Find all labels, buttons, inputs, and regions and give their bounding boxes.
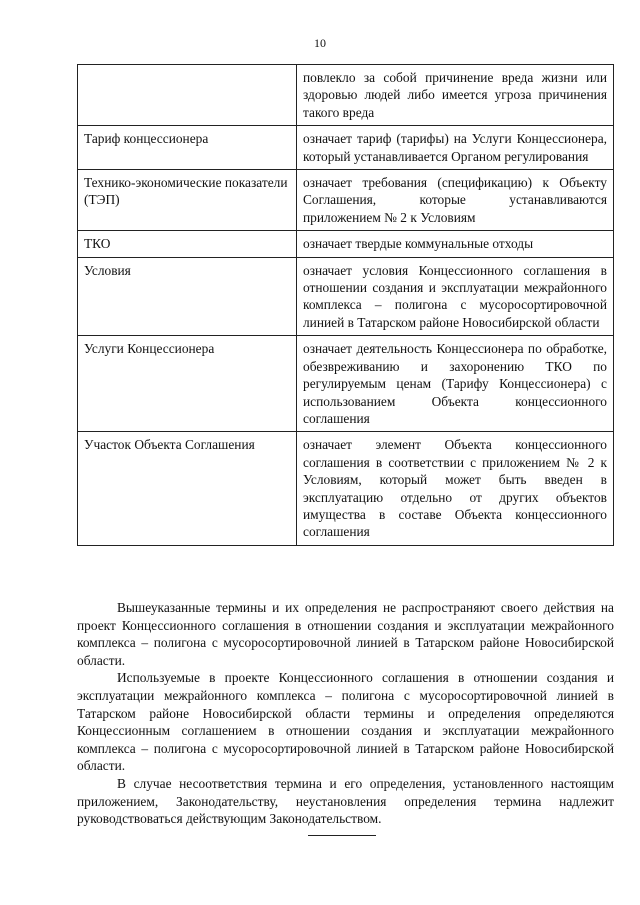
definition-cell: повлекло за собой причинение вреда жизни или здоровью людей либо имеется угроза причинения такого вреда: [297, 65, 614, 126]
definition-cell: означает условия Концессионного соглашения в отношении создания и эксплуатации межрайонного комплекса – полигона с мусоросортировочной линией в Татарском районе Новосибирской области: [297, 257, 614, 336]
table-row: [78, 231, 614, 257]
term-cell: Услуги Концессионера: [78, 336, 297, 432]
table-row: [78, 336, 614, 432]
term-cell: [78, 65, 297, 126]
term-cell: Тариф концессионера: [78, 126, 297, 170]
table-row: [78, 432, 614, 545]
definition-cell: означает требования (спецификацию) к Объекту Соглашения, которые устанавливаются приложением № 2 к Условиям: [297, 170, 614, 231]
table-row: [78, 170, 614, 231]
footer-divider: [308, 835, 376, 836]
paragraph: В случае несоответствия термина и его определения, установленного настоящим приложением, Законодательству, неустановления определения термина надлежит руководствоваться действующим Законодательством.: [77, 775, 614, 827]
table-row: [78, 126, 614, 170]
definition-cell: означает деятельность Концессионера по обработке, обезвреживанию и захоронению ТКО по регулируемым ценам (Тарифу Концессионера) с использованием Объекта концессионного соглашения: [297, 336, 614, 432]
page-number: 10: [314, 36, 326, 50]
term-cell: Участок Объекта Соглашения: [78, 432, 297, 545]
paragraph: Используемые в проекте Концессионного соглашения в отношении создания и эксплуатации межрайонного комплекса – полигона с мусоросортировочной линией в Татарском районе Новосибирской области термины и определения определяются Концессионным соглашением в отношении создания и эксплуатации межрайонного комплекса – полигона с мусоросортировочной линией в Татарском районе Новосибирской области.: [77, 670, 614, 774]
body-text: [77, 599, 614, 828]
term-cell: ТКО: [78, 231, 297, 257]
paragraph: Вышеуказанные термины и их определения не распространяют своего действия на проект Концессионного соглашения в отношении создания и эксплуатации межрайонного комплекса – полигона с мусоросортировочной линией в Татарском районе Новосибирской области.: [77, 600, 614, 668]
terms-table: [77, 64, 614, 546]
definition-cell: означает твердые коммунальные отходы: [297, 231, 614, 257]
definition-cell: означает элемент Объекта концессионного соглашения в соответствии с приложением № 2 к Условиям, который может быть введен в эксплуатацию отдельно от других объектов имущества в составе Объекта концессионного соглашения: [297, 432, 614, 545]
term-cell: Технико-экономические показатели (ТЭП): [78, 170, 297, 231]
definition-cell: означает тариф (тарифы) на Услуги Концессионера, который устанавливается Органом регулирования: [297, 126, 614, 170]
table-row: [78, 65, 614, 126]
term-cell: Условия: [78, 257, 297, 336]
table-row: [78, 257, 614, 336]
